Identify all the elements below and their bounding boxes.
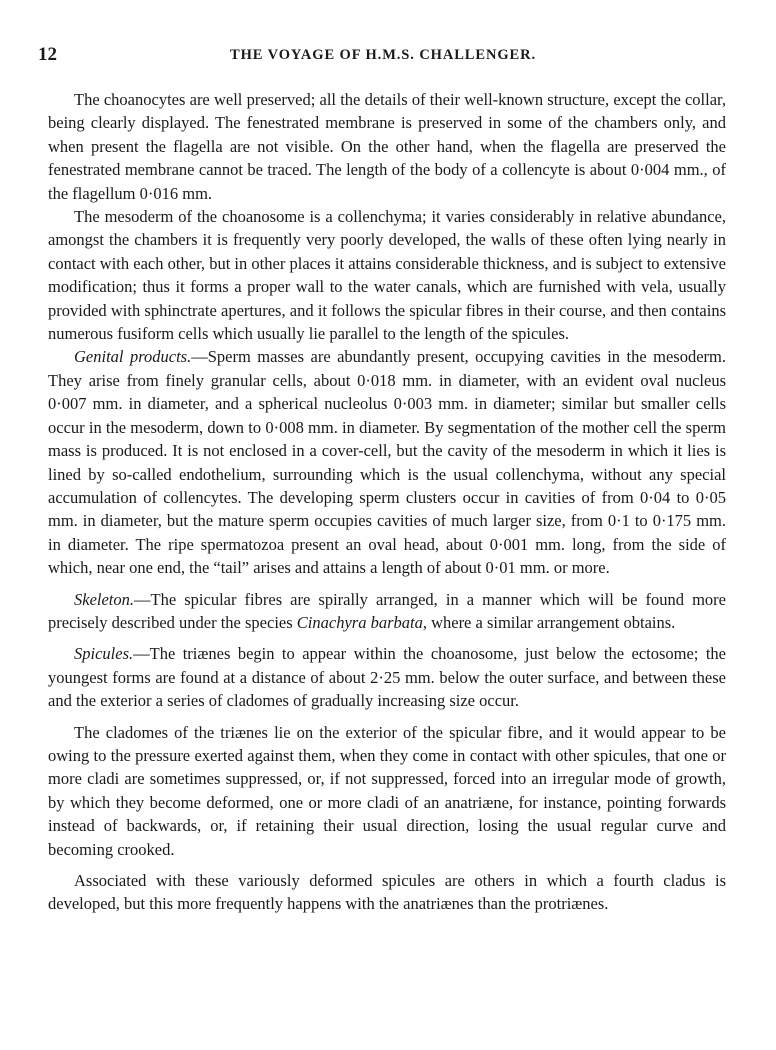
body-text — [48, 88, 726, 916]
section-heading-spicules: Spicules. — [74, 644, 134, 664]
paragraph-skeleton-text-after: , where a similar arrangement obtains. — [422, 612, 676, 632]
species-name: Cinachyra barbata — [296, 612, 423, 632]
paragraph-fourth-cladus: Associated with these variously deformed spicules are others in which a fourth cladus is developed, but this more frequently happens with the anatriænes than the protriænes. — [48, 871, 726, 914]
page-number: 12 — [38, 44, 57, 65]
paragraph-spicules-text: —The triænes begin to appear within the choanosome, just below the ectosome; the youngest forms are found at a distance of about 2·25 mm. below the outer surface, and between these and the exterior a series of cladomes of gradually increasing size occur. — [48, 644, 726, 711]
section-heading-genital-products: Genital products. — [74, 347, 192, 367]
paragraph-cladomes: The cladomes of the triænes lie on the exterior of the spicular fibre, and it would appear to be owing to the pressure exerted against them, when they come in contact with other spicules, that one or more cladi are sometimes suppressed, or, if not suppressed, forced into an irregular mode of growth, by which they become deformed, one or more cladi of an anatriæne, for instance, pointing forwards instead of backwards, or, if retaining their usual direction, losing the usual regular curve and becoming crooked. — [48, 722, 726, 859]
paragraph-genital-products — [48, 345, 726, 579]
page-header — [38, 44, 728, 70]
paragraph-choanocytes: The choanocytes are well preserved; all the details of their well-known structure, except the collar, being clearly displayed. The fenestrated membrane is preserved in some of the chambers only, and when present the flagella are not visible. On the other hand, when the flagella are preserved the fenestrated membrane cannot be traced. The length of the body of a collencyte is about 0·004 mm., of the flagellum 0·016 mm. — [48, 90, 726, 203]
paragraph-skeleton — [48, 588, 726, 635]
paragraph-spicules — [48, 642, 726, 712]
paragraph-mesoderm: The mesoderm of the choanosome is a collenchyma; it varies considerably in relative abundance, amongst the chambers it is frequently very poorly developed, the walls of these often lying nearly in contact with each other, but in other places it attains considerable thickness, and is subject to extensive modification; thus it forms a proper wall to the water canals, which are furnished with vela, usually provided with sphinctrate apertures, and it follows the spicular fibres in their course, and then contains numerous fusiform cells which usually lie parallel to the length of the spicules. — [48, 207, 726, 344]
section-heading-skeleton: Skeleton. — [74, 589, 135, 609]
paragraph-skeleton-text-before: —The spicular fibres are spirally arranged, in a manner which will be found more precisely described under the species — [48, 589, 726, 632]
paragraph-genital-products-text: —Sperm masses are abundantly present, occupying cavities in the mesoderm. They arise from finely granular cells, about 0·018 mm. in diameter, with an evident oval nucleus 0·007 mm. in diameter, and a spherical nucleolus 0·003 mm. in diameter; similar but smaller cells occur in the mesoderm, down to 0·008 mm. in diameter. By segmentation of the mother cell the sperm mass is produced. It is not enclosed in a cover-cell, but the cavity of the mesoderm in which it lies is lined by so-called endothelium, surrounding which is the usual collenchyma, without any special accumulation of collencytes. The developing sperm clusters occur in cavities of from 0·04 to 0·05 mm. in diameter, but the mature sperm occupies cavities of much larger size, from 0·1 to 0·175 mm. in diameter. The ripe spermatozoa present an oval head, about 0·001 mm. long, from the side of which, near one end, the “tail” arises and attains a length of about 0·01 mm. or more. — [48, 347, 726, 578]
running-title: THE VOYAGE OF H.M.S. CHALLENGER. — [230, 47, 536, 63]
